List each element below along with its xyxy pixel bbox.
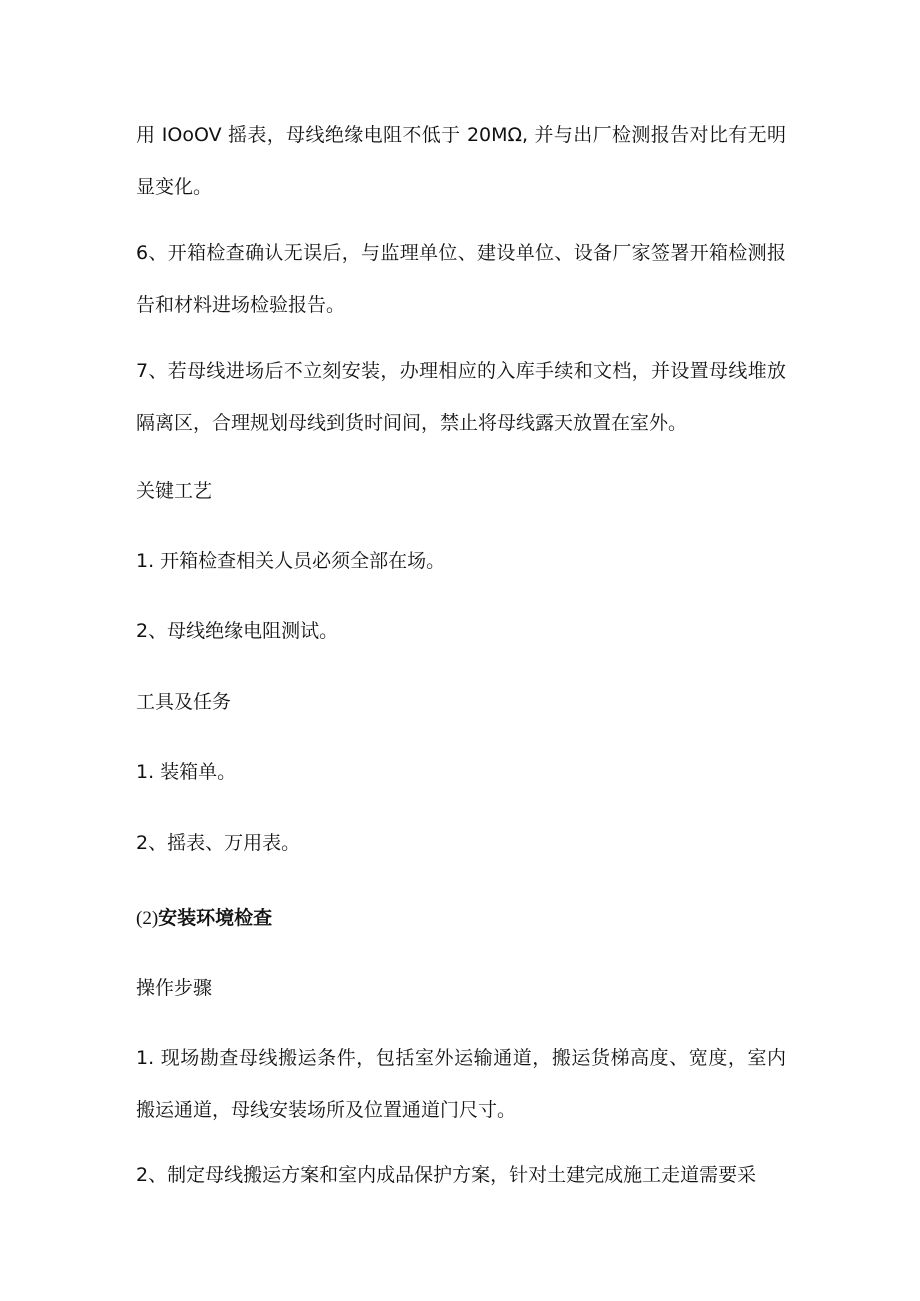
paragraph-key-process-1: 1. 开箱检查相关人员必须全部在场。 [136, 550, 446, 572]
heading-key-process: 关键工艺 [136, 480, 213, 502]
heading-tools-tasks: 工具及任务 [136, 691, 232, 713]
paragraph-operation-2: 2、制定母线搬运方案和室内成品保护方案，针对土建完成施工走道需要采 [136, 1164, 757, 1186]
section-number: (2) [136, 908, 159, 929]
section-heading-environment-check [136, 892, 786, 945]
section-title: 安装环境检查 [158, 907, 273, 929]
paragraph-step-6: 6、开箱检查确认无误后，与监理单位、建设单位、设备厂家签署开箱检测报告和材料进场检验报告。 [136, 242, 786, 316]
paragraph-tools-2: 2、摇表、万用表。 [136, 832, 301, 854]
paragraph-step-7: 7、若母线进场后不立刻安装，办理相应的入库手续和文档，并设置母线堆放隔离区，合理规划母线到货时间间，禁止将母线露天放置在室外。 [136, 360, 786, 434]
heading-operation-steps: 操作步骤 [136, 977, 213, 999]
paragraph-key-process-2: 2、母线绝缘电阻测试。 [136, 620, 339, 642]
paragraph-tools-1: 1. 装箱单。 [136, 761, 237, 783]
paragraph-operation-1: 1. 现场勘查母线搬运条件，包括室外运输通道，搬运货梯高度、宽度，室内搬运通道，母线安装场所及位置通道门尺寸。 [136, 1047, 786, 1121]
paragraph-insulation-test: 用 IOoOV 摇表，母线绝缘电阻不低于 20MΩ, 并与出厂检测报告对比有无明显变化。 [136, 124, 786, 198]
